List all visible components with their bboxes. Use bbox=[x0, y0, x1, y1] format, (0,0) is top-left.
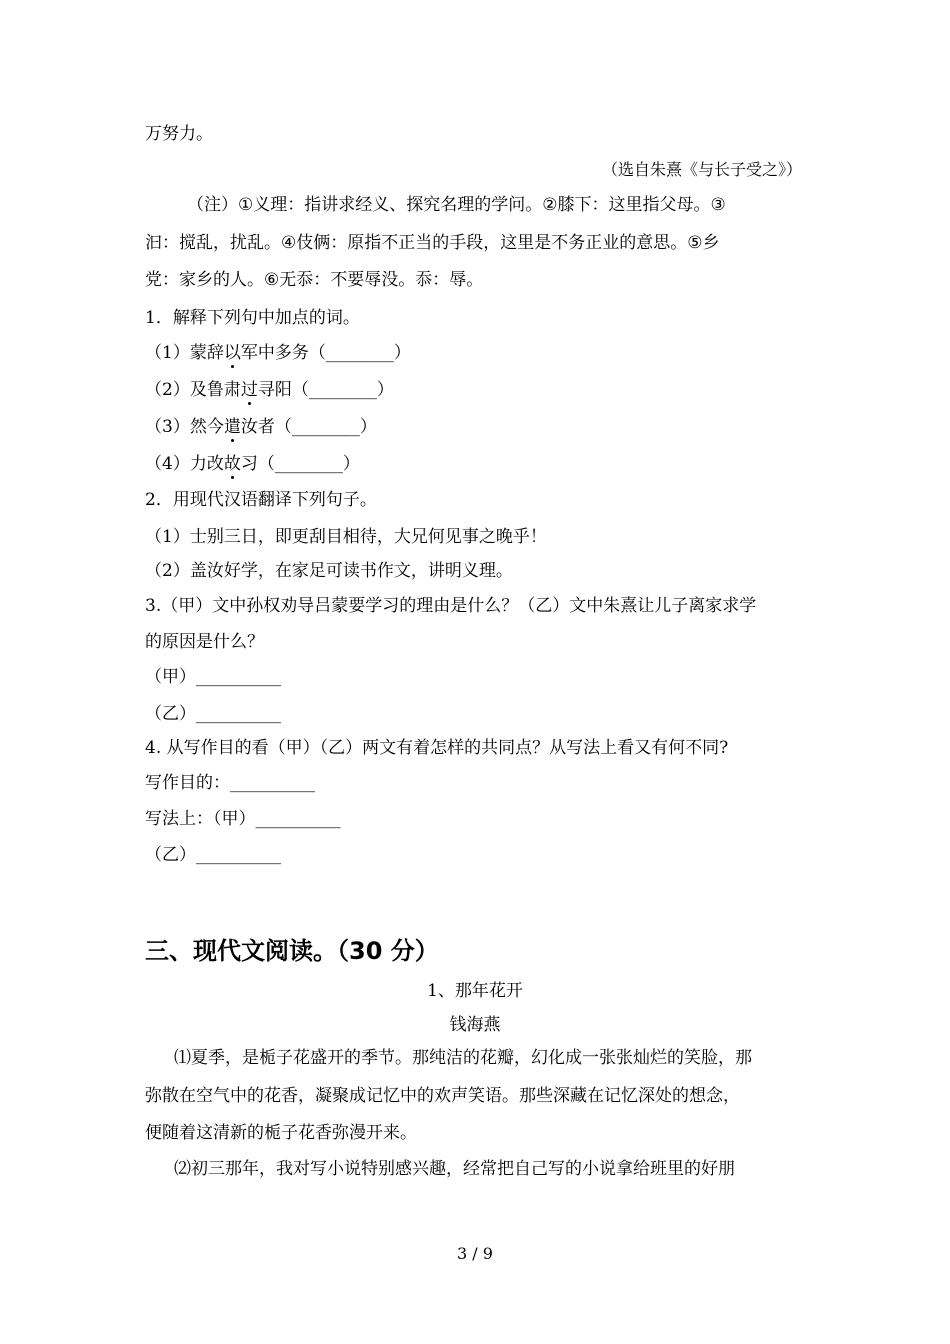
dotted-word: 过 bbox=[240, 380, 258, 400]
passage-end: 万努力。 bbox=[145, 124, 213, 144]
dotted-word: 故 bbox=[223, 454, 241, 474]
q1-item-post: 习（________） bbox=[240, 454, 360, 474]
q3-answer-a: （甲）__________ bbox=[145, 667, 281, 687]
article-paragraph-line: ⑵初三那年，我对写小说特别感兴趣，经常把自己写的小说拿给班里的好朋 bbox=[174, 1159, 735, 1179]
q1-item-pre: （3）然今 bbox=[145, 417, 224, 437]
q2-item: （2）盖汝好学，在家足可读书作文，讲明义理。 bbox=[145, 561, 513, 581]
question-4-line: 4. 从写作目的看（甲）（乙）两文有着怎样的共同点？从写法上看又有何不同? bbox=[145, 738, 729, 758]
question-3-line: 的原因是什么？ bbox=[145, 632, 264, 652]
article-paragraph-line: ⑴夏季，是栀子花盛开的季节。那纯洁的花瓣，幻化成一张张灿烂的笑脸，那 bbox=[174, 1048, 752, 1068]
q1-item-pre: （4）力改 bbox=[145, 454, 224, 474]
q4-answer-b: （乙）__________ bbox=[145, 845, 281, 865]
dotted-word: 以 bbox=[223, 343, 241, 363]
q1-item bbox=[145, 452, 360, 476]
q1-item-pre: （2）及鲁肃 bbox=[145, 380, 241, 400]
source-citation: （选自朱熹《与长子受之》） bbox=[601, 160, 802, 179]
article-author: 钱海燕 bbox=[449, 1015, 501, 1035]
note-line: 汩：搅乱，扰乱。④伎俩：原指不正当的手段，这里是不务正业的意思。⑤乡 bbox=[145, 233, 720, 253]
question-3-line: 3.（甲）文中孙权劝导吕蒙要学习的理由是什么？（乙）文中朱熹让儿子离家求学 bbox=[145, 596, 757, 616]
question-2-title: 2．用现代汉语翻译下列句子。 bbox=[145, 490, 377, 510]
section-heading: 三、现代文阅读。（30 分） bbox=[145, 937, 439, 965]
q2-item: （1）士别三日，即更刮目相待，大兄何见事之晚乎！ bbox=[145, 527, 547, 547]
q1-item-post: 汝者（________） bbox=[240, 417, 377, 437]
article-paragraph-line: 弥散在空气中的花香，凝聚成记忆中的欢声笑语。那些深藏在记忆深处的想念， bbox=[145, 1086, 740, 1106]
article-title: 1、那年花开 bbox=[427, 981, 523, 1001]
note-line: 党：家乡的人。⑥无忝：不要辱没。忝：辱。 bbox=[145, 270, 484, 290]
page-number: 3 / 9 bbox=[457, 1244, 493, 1263]
q1-item-post: 军中多务（________） bbox=[240, 343, 411, 363]
note-line: （注）①义理：指讲求经义、探究名理的学问。②膝下：这里指父母。③ bbox=[187, 195, 726, 215]
q1-item bbox=[145, 341, 411, 365]
q4-method: 写法上：（甲）__________ bbox=[145, 809, 341, 829]
article-paragraph-line: 便随着这清新的栀子花香弥漫开来。 bbox=[145, 1123, 417, 1143]
q1-item-post: 寻阳（________） bbox=[257, 380, 394, 400]
q1-item bbox=[145, 378, 394, 402]
q3-answer-b: （乙）__________ bbox=[145, 704, 281, 724]
q4-purpose: 写作目的：__________ bbox=[145, 773, 315, 793]
dotted-word: 遣 bbox=[223, 417, 241, 437]
q1-item bbox=[145, 415, 377, 439]
question-1-title: 1．解释下列句中加点的词。 bbox=[145, 308, 360, 328]
q1-item-pre: （1）蒙辞 bbox=[145, 343, 224, 363]
